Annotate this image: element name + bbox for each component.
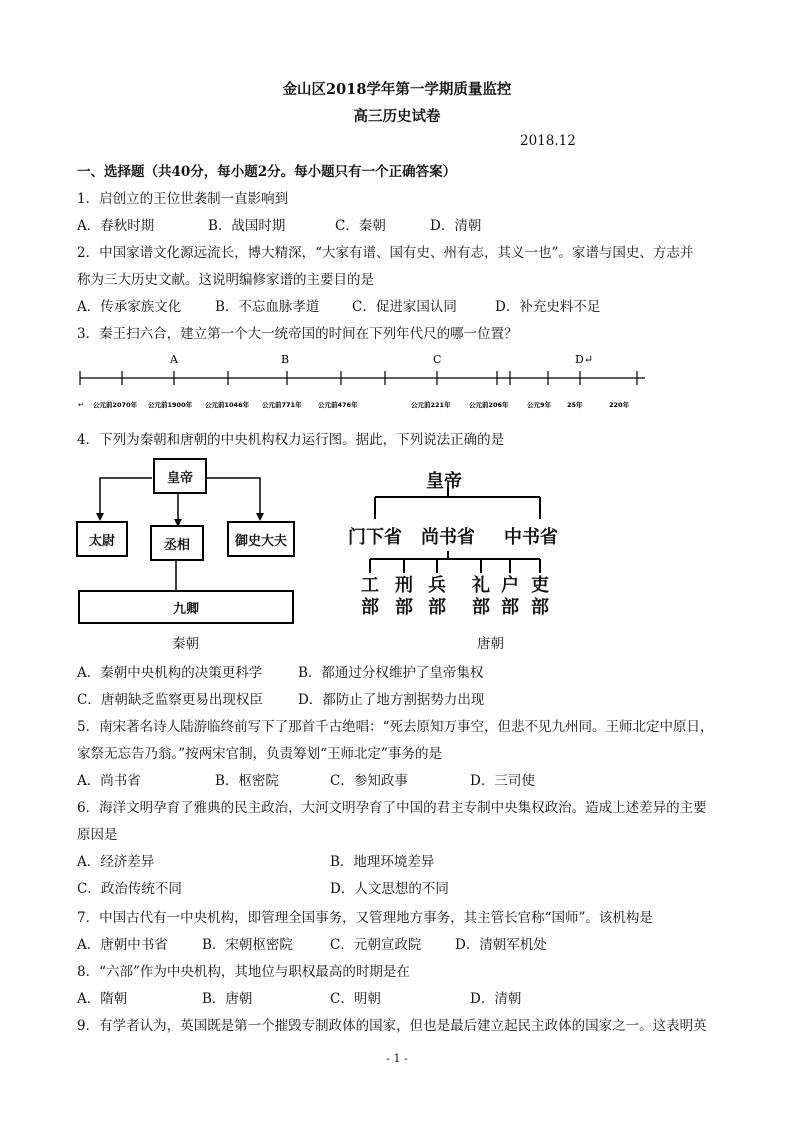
- qin-taiwei-box: 太尉: [76, 521, 128, 557]
- q2-option-a: A．传承家族文化: [77, 299, 182, 315]
- tick-label: 220年: [609, 401, 630, 409]
- q5-stem-line2: 家祭无忘告乃翁。”按两宋官制，负责筹划“王师北定”事务的是: [77, 746, 442, 762]
- q6-option-c: C．政治传统不同: [77, 881, 182, 897]
- exam-title: 金山区2018学年第一学期质量监控: [282, 81, 512, 98]
- q2-option-c: C．促进家国认同: [352, 299, 457, 315]
- q8-option-c: C．明朝: [330, 991, 381, 1007]
- q7-stem: 7．中国古代有一中央机构，即管理全国事务，又管理地方事务，其主管长官称“国师”。该机构是: [77, 910, 653, 926]
- q6-stem-line2: 原因是: [77, 827, 118, 843]
- q3-stem: 3．秦王扫六合，建立第一个大一统帝国的时间在下列年代尺的哪一位置？: [77, 326, 518, 342]
- exam-subtitle: 高三历史试卷: [353, 108, 441, 125]
- q2-option-b: B．不忘血脉孝道: [215, 299, 320, 315]
- timeline-marker-a: A: [170, 353, 178, 366]
- q6-option-b: B．地理环境差异: [330, 854, 435, 870]
- qin-caption: 秦朝: [172, 636, 199, 652]
- tang-menxia: 门下省: [348, 527, 402, 548]
- q4-option-c: C．唐朝缺乏监察更易出现权臣: [77, 692, 263, 708]
- q7-option-c: C．元朝宣政院: [330, 937, 422, 953]
- q8-option-a: A．隋朝: [77, 991, 128, 1007]
- q6-option-d: D．人文思想的不同: [330, 881, 449, 897]
- tick-label: 公元前221年: [411, 401, 451, 409]
- q9-stem: 9．有学者认为，英国既是第一个摧毁专制政体的国家，但也是最后建立起民主政体的国家之一。这表明英: [77, 1018, 707, 1034]
- tick-label: 公元前1900年: [148, 401, 193, 409]
- q7-option-d: D．清朝军机处: [455, 937, 547, 953]
- tick-label: 公元前2070年: [93, 401, 138, 409]
- tick-label: 公元前206年: [469, 401, 509, 409]
- tang-bu-gong: 工 部: [361, 575, 379, 618]
- q7-option-b: B．宋朝枢密院: [202, 937, 293, 953]
- q1-option-a: A．春秋时期: [77, 218, 155, 234]
- tick-label: 公元前1046年: [205, 401, 250, 409]
- q6-stem-line1: 6．海洋文明孕育了雅典的民主政治，大河文明孕育了中国的君主专制中央集权政治。造成上述差异的主要: [77, 800, 707, 816]
- q4-option-d: D．都防止了地方割据势力出现: [298, 692, 485, 708]
- tick-label: 公元前476年: [318, 401, 358, 409]
- section-heading: 一、选择题（共40分，每小题2分。每小题只有一个正确答案）: [77, 164, 457, 180]
- timeline-marker-d: D↵: [575, 353, 594, 366]
- q8-stem: 8．“六部”作为中央机构，其地位与职权最高的时期是在: [77, 964, 410, 980]
- timeline-marker-b: B: [281, 353, 290, 366]
- q1-option-b: B．战国时期: [208, 218, 286, 234]
- q1-option-c: C．秦朝: [335, 218, 386, 234]
- q1-stem: 1．启创立的王位世袭制一直影响到: [77, 191, 289, 207]
- q1-option-d: D．清朝: [430, 218, 482, 234]
- qin-jiuqing-box: 九卿: [78, 590, 294, 624]
- q4-option-b: B．都通过分权维护了皇帝集权: [298, 665, 484, 681]
- tang-caption: 唐朝: [477, 636, 504, 652]
- tang-shangshu: 尚书省: [421, 527, 475, 548]
- tick-label: 公元9年: [527, 401, 552, 409]
- page-number: - 1 -: [386, 1052, 408, 1065]
- exam-date: 2018.12: [520, 133, 576, 149]
- tang-bu-li: 礼 部: [472, 575, 490, 618]
- q5-stem-line1: 5．南宋著名诗人陆游临终前写下了那首千古绝唱：“死去原知万事空，但悲不见九州同。王师北定中原日，: [77, 719, 714, 735]
- tang-bu-hu: 户 部: [501, 575, 519, 618]
- tang-bu-libu: 吏 部: [531, 575, 549, 618]
- q5-option-b: B．枢密院: [215, 773, 279, 789]
- tang-zhongshu: 中书省: [504, 527, 558, 548]
- tang-bu-bing: 兵 部: [428, 575, 446, 618]
- q2-option-d: D．补充史料不足: [495, 299, 601, 315]
- timeline-start-mark: ↵: [78, 401, 84, 409]
- q6-option-a: A．经济差异: [77, 854, 155, 870]
- tang-bu-xing: 刑 部: [395, 575, 413, 618]
- q4-stem: 4．下列为秦朝和唐朝的中央机构权力运行图。据此，下列说法正确的是: [77, 432, 505, 448]
- q2-stem-line1: 2．中国家谱文化源远流长，博大精深，“大家有谱、国有史、州有志，其义一也”。家谱与国史、方志并: [77, 245, 694, 261]
- timeline-marker-c: C: [433, 353, 442, 366]
- timeline-ruler: [0, 345, 794, 415]
- qin-yushi-box: 御史大夫: [227, 521, 295, 557]
- qin-chengxiang-box: 丞相: [150, 525, 204, 561]
- tick-label: 25年: [567, 401, 583, 409]
- tang-emperor: 皇帝: [426, 471, 462, 492]
- q2-stem-line2: 称为三大历史文献。这说明编修家谱的主要目的是: [77, 272, 374, 288]
- q8-option-b: B．唐朝: [202, 991, 253, 1007]
- q5-option-a: A．尚书省: [77, 773, 141, 789]
- q7-option-a: A．唐朝中书省: [77, 937, 168, 953]
- tick-label: 公元前771年: [262, 401, 302, 409]
- q5-option-c: C．参知政事: [330, 773, 408, 789]
- q5-option-d: D．三司使: [470, 773, 535, 789]
- q4-option-a: A．秦朝中央机构的决策更科学: [77, 665, 263, 681]
- qin-emperor-box: 皇帝: [153, 458, 207, 494]
- q8-option-d: D．清朝: [470, 991, 522, 1007]
